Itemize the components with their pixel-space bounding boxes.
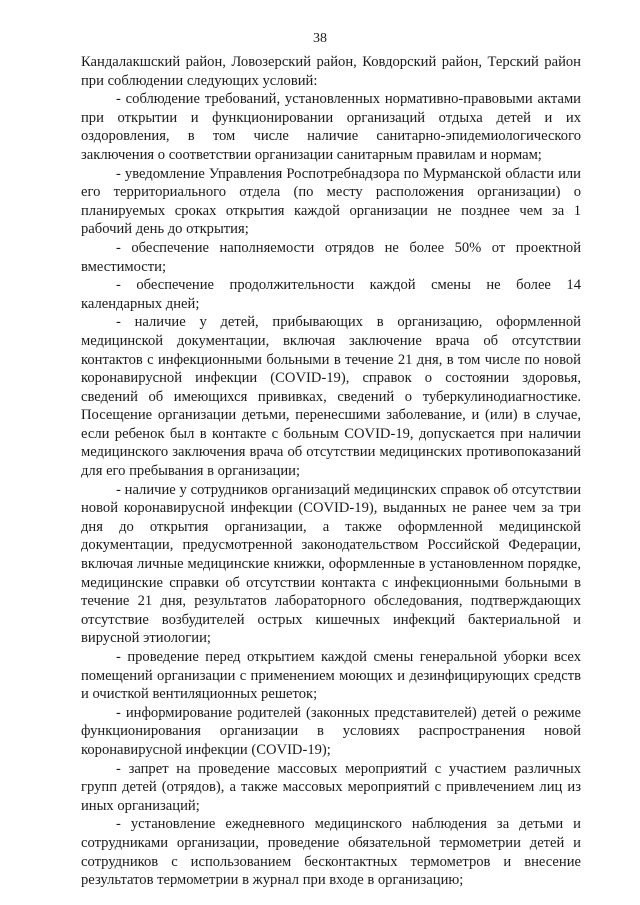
condition-rospotrebnadzor-notice: - уведомление Управления Роспотребнадзора по Мурманской области или его территориального отдела (по месту расположения организации) о планируемых сроках открытия каждой организации не позднее чем за 1 рабочий день до открытия; (81, 165, 581, 238)
condition-parents-informing: - информирование родителей (законных представителей) детей о режиме функционирования организации в условиях распространения новой коронавирусной инфекции (COVID-19); (81, 704, 581, 758)
condition-shift-duration: - обеспечение продолжительности каждой смены не более 14 календарных дней; (81, 277, 581, 312)
condition-children-medical-docs: - наличие у детей, прибывающих в организацию, оформленной медицинской документации, включая заключение врача об отсутствии контактов с инфекционными больными в течение 21 дня, в том числе по новой коронавирусной инфекции (COVID-19), справок о состоянии здоровья, сведений об имеющихся прививках, сведений о туберкулинодиагностике. Посещение организации детьми, перенесшими заболевание, и (или) в случае, если ребенок был в контакте с больным COVID-19, допускается при наличии медицинского заключения врача об отсутствии медицинских противопоказаний для его пребывания в организации; (81, 314, 581, 480)
condition-daily-medical-monitoring: - установление ежедневного медицинского наблюдения за детьми и сотрудниками организации, проведение обязательной термометрии детей и сотрудников с использованием бесконтактных термометров и внесение результатов термометрии в журнал при входе в организацию; (81, 816, 581, 889)
condition-sanitary-requirements: - соблюдение требований, установленных нормативно-правовыми актами при открытии и функционировании организаций отдыха детей и их оздоровления, в том числе наличие санитарно-эпидемиологического заключения о соответствии организации санитарным правилам и нормам; (81, 91, 581, 163)
condition-general-cleaning: - проведение перед открытием каждой смены генеральной уборки всех помещений организации с применением моющих и дезинфицирующих средств и очисткой вентиляционных решеток; (81, 649, 581, 703)
condition-mass-events-ban: - запрет на проведение массовых мероприятий с участием различных групп детей (отрядов), а также массовых мероприятий с привлечением лиц из иных организаций; (81, 760, 581, 814)
body-text (81, 53, 581, 890)
page-number: 38 (313, 31, 327, 46)
intro-paragraph: Кандалакшский район, Ловозерский район, Ковдорский район, Терский район при соблюдении следующих условий: (81, 54, 581, 89)
condition-squad-occupancy: - обеспечение наполняемости отрядов не более 50% от проектной вместимости; (81, 239, 581, 275)
condition-staff-medical-docs: - наличие у сотрудников организаций медицинских справок об отсутствии новой коронавирусной инфекции (COVID-19), выданных не ранее чем за три дня до открытия организации, а также оформленной медицинской документации, предусмотренной законодательством Российской Федерации, включая личные медицинские книжки, оформленные в установленном порядке, медицинские справки об отсутствии контакта с инфекционными больными в течение 21 дня, результатов лабораторного обследования, подтверждающих отсутствие возбудителей острых кишечных инфекций бактериальной и вирусной этиологии; (81, 481, 581, 647)
